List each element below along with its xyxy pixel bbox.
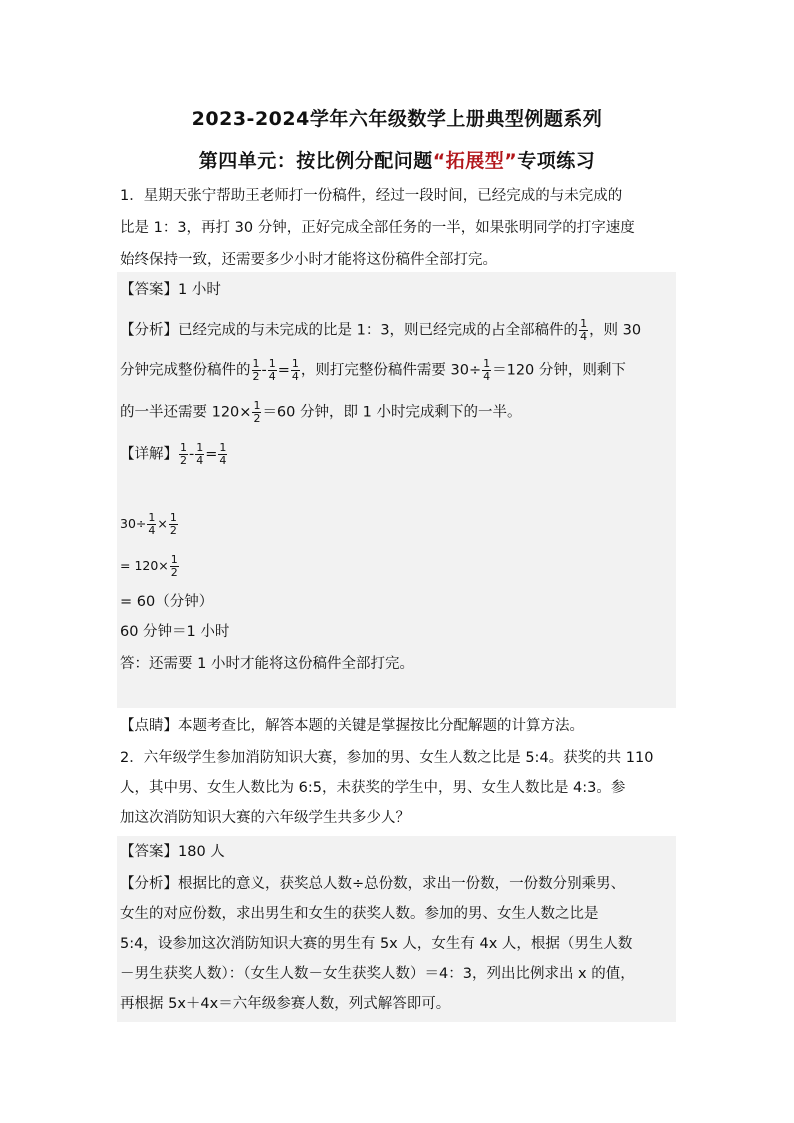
q1-step-4: 60 分钟＝1 小时	[120, 624, 230, 640]
analysis-text: ，则打完整份稿件需要 30÷	[300, 362, 482, 379]
q2-text-line-2: 人，其中男、女生人数比为 6:5，未获奖的学生中，男、女生人数比是 4:3。参	[120, 780, 626, 796]
minus-sign: -	[189, 446, 195, 463]
q1-analysis-line-2	[120, 358, 680, 383]
q2-analysis-line-1: 【分析】根据比的意义，获奖总人数÷总份数，求出一份数，一份数分别乘男、	[120, 876, 626, 892]
q1-detail	[120, 442, 680, 467]
step-text: = 120×	[120, 558, 169, 573]
equals-sign: =	[277, 362, 290, 379]
minus-sign: -	[261, 362, 267, 379]
analysis-text: 的一半还需要 120×	[120, 404, 252, 421]
document-subtitle	[0, 146, 794, 173]
q1-analysis-line-3	[120, 400, 680, 425]
fraction-one-quarter: $\frac{1}{4}$	[291, 357, 299, 383]
analysis-text: ，则 30	[589, 322, 642, 339]
subtitle-main: 第四单元：按比例分配问题	[198, 150, 433, 172]
q1-text-line-1: 1．星期天张宁帮助王老师打一份稿件，经过一段时间，已经完成的与未完成的	[120, 188, 623, 204]
fraction-one-quarter: $\frac{1}{4}$	[148, 511, 156, 537]
detail-label: 【详解】	[120, 446, 178, 463]
q1-step-2	[120, 554, 680, 579]
q1-answer: 【答案】1 小时	[120, 282, 221, 298]
fraction-one-half: $\frac{1}{2}$	[169, 511, 177, 537]
q2-analysis-line-4: －男生获奖人数）：（女生人数－女生获奖人数）＝4：3，列出比例求出 x 的值，	[120, 966, 635, 982]
fraction-one-quarter: $\frac{1}{4}$	[196, 441, 204, 467]
fraction-one-half: $\frac{1}{2}$	[170, 553, 178, 579]
q1-step-1	[120, 512, 680, 537]
fraction-one-quarter: $\frac{1}{4}$	[268, 357, 276, 383]
subtitle-highlight: “拓展型”	[432, 150, 518, 172]
fraction-one-half: $\frac{1}{2}$	[252, 357, 260, 383]
q1-step-3: = 60（分钟）	[120, 594, 214, 610]
fraction-one-half: $\frac{1}{2}$	[180, 441, 187, 467]
q1-comment: 【点睛】本题考查比，解答本题的关键是掌握按比分配解题的计算方法。	[120, 718, 584, 734]
times-sign: ×	[157, 516, 168, 531]
q2-analysis-line-2: 女生的对应份数，求出男生和女生的获奖人数。参加的男、女生人数之比是	[120, 906, 599, 922]
fraction-one-quarter: $\frac{1}{4}$	[580, 317, 588, 343]
analysis-text: ＝60 分钟，即 1 小时完成剩下的一半。	[262, 404, 522, 421]
q2-answer: 【答案】180 人	[120, 844, 225, 860]
q1-final-answer: 答：还需要 1 小时才能将这份稿件全部打完。	[120, 656, 414, 672]
analysis-text: 分钟完成整份稿件的	[120, 362, 251, 379]
fraction-one-half: $\frac{1}{2}$	[253, 399, 261, 425]
q2-text-line-1: 2．六年级学生参加消防知识大赛，参加的男、女生人数之比是 5:4。获奖的共 110	[120, 750, 654, 766]
document-title: 2023-2024学年六年级数学上册典型例题系列	[191, 108, 603, 130]
q1-text-line-3: 始终保持一致，还需要多少小时才能将这份稿件全部打完。	[120, 252, 497, 268]
step-text: 30÷	[120, 516, 147, 531]
q2-analysis-line-5: 再根据 5x＋4x＝六年级参赛人数，列式解答即可。	[120, 996, 451, 1012]
q2-text-line-3: 加这次消防知识大赛的六年级学生共多少人？	[120, 810, 410, 826]
analysis-text: 【分析】已经完成的与未完成的比是 1：3，则已经完成的占全部稿件的	[120, 322, 579, 339]
fraction-one-quarter: $\frac{1}{4}$	[483, 357, 491, 383]
q1-text-line-2: 比是 1：3，再打 30 分钟，正好完成全部任务的一半，如果张明同学的打字速度	[120, 220, 635, 236]
subtitle-tail: 专项练习	[517, 150, 596, 172]
q2-analysis-line-3: 5:4，设参加这次消防知识大赛的男生有 5x 人，女生有 4x 人，根据（男生人数	[120, 936, 633, 952]
analysis-text: ＝120 分钟，则剩下	[492, 362, 626, 379]
q1-analysis-line-1	[120, 318, 680, 343]
equals-sign: =	[205, 446, 218, 463]
fraction-one-quarter: $\frac{1}{4}$	[219, 441, 227, 467]
